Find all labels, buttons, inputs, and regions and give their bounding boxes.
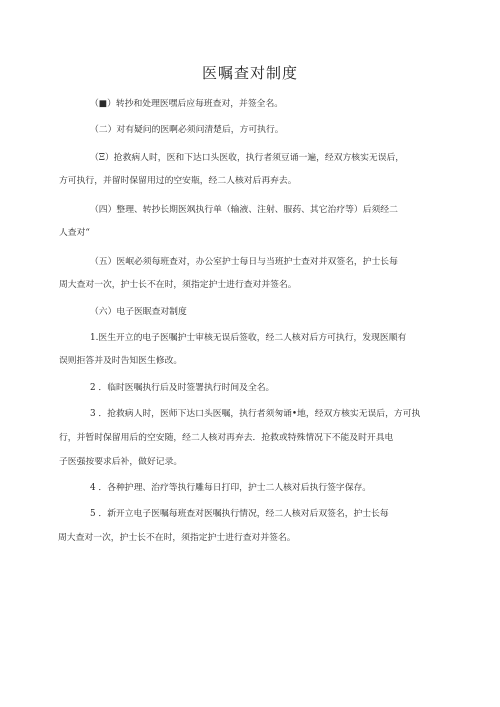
e-rule-1-line-2: 误则拒答并及时告知医生修改。: [59, 356, 183, 366]
e-rule-5-line-2: 周大查对一次，护士长不在时，须指定护士进行查对并签名。: [58, 533, 296, 543]
e-rule-3-line-2: 行，并暂时保留用后的空安随，经二人核对再弃去．抢救或特殊情况下不能及时开具电: [59, 433, 394, 443]
rule-1: （■）转抄和处理医嘿后应每班查对，并签全名。: [90, 99, 284, 109]
e-rule-3-line-3: 子医强按要求后补，做好记录。: [59, 457, 183, 467]
rule-6-heading: （六）电子医眠查对制度: [90, 307, 187, 317]
document-title: 医嘱查对制度: [201, 64, 298, 82]
rule-4-line-2: 人查对“: [59, 228, 90, 238]
e-rule-4: 4 ．各种护理、治疗等执行雕每日打印，护士二人核对后执行签字保存。: [90, 483, 372, 493]
e-rule-5-line-1: 5 ．新开立电子医嘱每班查对医嘱执行情况，经二人核对后双签名，护士长每: [90, 509, 389, 519]
rule-5-line-1: （五）医岷必须每班查对，办公室护士每日与当班护士查对并双签名，护士长每: [90, 257, 398, 267]
e-rule-1-line-1: 1.医生开立的电子医嘱护士审核无误后签收，经二人核对后方可执行，发现医顺有: [90, 333, 407, 343]
rule-2: （二）对有疑问的医啊必须问清楚后，方可执行。: [90, 125, 284, 135]
e-rule-2: 2 ．临时医嘱执行后及时签署执行时间及全名。: [90, 383, 275, 393]
e-rule-3-line-1: 3 ．抢救病人时，医师下达口头医嘱，执行者须匆诵•地，经双方核实无误后，方可执: [90, 409, 421, 419]
rule-4-line-1: （四）整理、转抄长期医飒执行单（输液、注射、服药、其它治疗等）后须经二: [90, 205, 398, 215]
rule-5-line-2: 周大查对一次，护士长不在时，须指定护士进行查对并签名。: [59, 280, 297, 290]
rule-3-line-2: 方可执行，并留时保留用过的空安瓶，经二人核对后再弃去。: [59, 176, 297, 186]
rule-3-line-1: （Ξ）抢救病人时，医和下达口头医收，执行者须豆诵一遍，经双方核实无误后，: [90, 153, 405, 163]
